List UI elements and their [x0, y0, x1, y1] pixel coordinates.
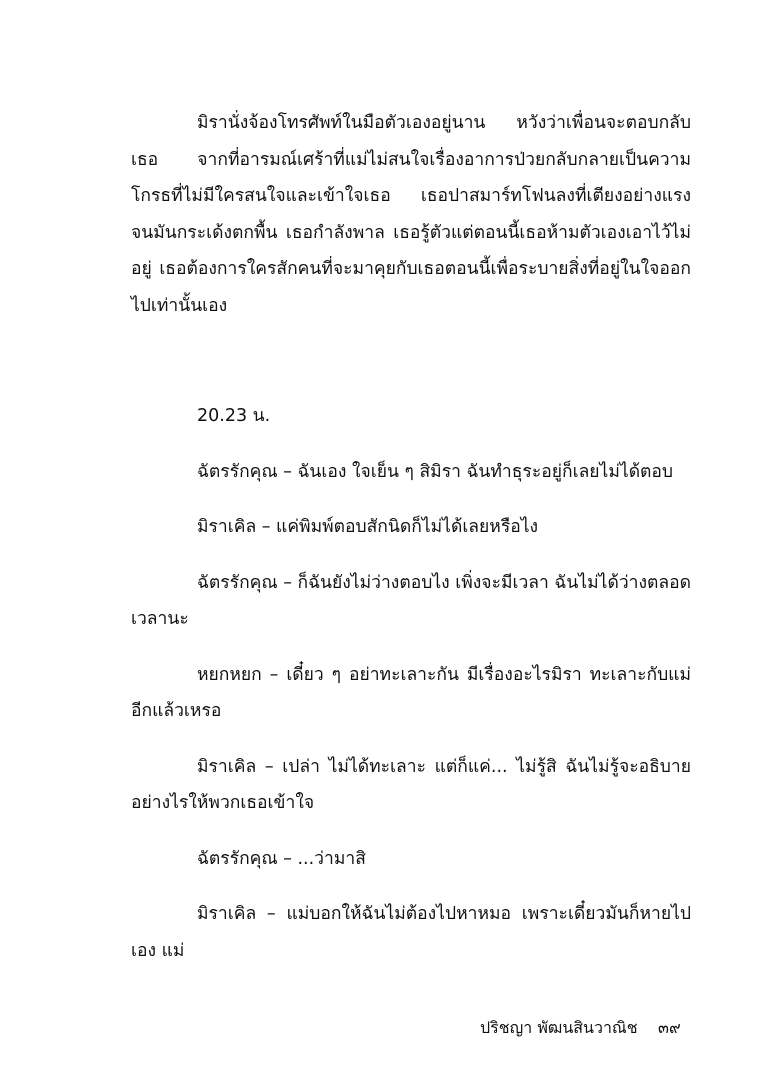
dialogue-line: ฉัตรรักคุณ – ก็ฉันยังไม่ว่างตอบไง เพิ่งจะมีเวลา ฉันไม่ได้ว่างตลอดเวลานะ [131, 572, 691, 629]
dialogue-line: หยกหยก – เดี๋ยว ๆ อย่าทะเลาะกัน มีเรื่องอะไรมิรา ทะเลาะกับแม่อีกแล้วเหรอ [131, 664, 691, 721]
timestamp: 20.23 น. [197, 406, 271, 426]
page-number: ๓๙ [658, 1018, 681, 1037]
page-footer [0, 1013, 768, 1043]
dialogue-line: มิราเคิล – แม่บอกให้ฉันไม่ต้องไปหาหมอ เพราะเดี๋ยวมันก็หายไปเอง แม่ [131, 904, 691, 961]
dialogue-line: มิราเคิล – แค่พิมพ์ตอบสักนิดก็ไม่ได้เลยหรือไง [197, 517, 539, 537]
narrative-paragraph: มิรานั่งจ้องโทรศัพท์ในมือตัวเองอยู่นาน หวังว่าเพื่อนจะตอบกลับเธอ จากที่อารมณ์เศร้าที่แม่ไม่สนใจเรื่องอาการป่วยกลับกลายเป็นความโกรธที่ไม่มีใครสนใจและเข้าใจเธอ เธอปาสมาร์ทโฟนลงที่เตียงอย่างแรง จนมันกระเด้งตกพื้น เธอกำลังพาล เธอรู้ตัวแต่ตอนนี้เธอห้ามตัวเองเอาไว้ไม่อยู่ เธอต้องการใครสักคนที่จะมาคุยกับเธอตอนนี้เพื่อระบายสิ่งที่อยู่ในใจออกไปเท่านั้นเอง [131, 113, 691, 316]
document-body [131, 105, 691, 969]
dialogue-line: มิราเคิล – เปล่า ไม่ได้ทะเลาะ แต่ก็แค่... ไม่รู้สิ ฉันไม่รู้จะอธิบายอย่างไรให้พวกเธอเข้าใจ [131, 756, 691, 813]
footer-author: ปริชญา พัฒนสินวาณิช [480, 1018, 638, 1037]
dialogue-line: ฉัตรรักคุณ – ...ว่ามาสิ [197, 848, 366, 869]
dialogue-line: ฉัตรรักคุณ – ฉันเอง ใจเย็น ๆ สิมิรา ฉันทำธุระอยู่ก็เลยไม่ได้ตอบ [197, 461, 674, 482]
section-spacer [131, 324, 691, 398]
